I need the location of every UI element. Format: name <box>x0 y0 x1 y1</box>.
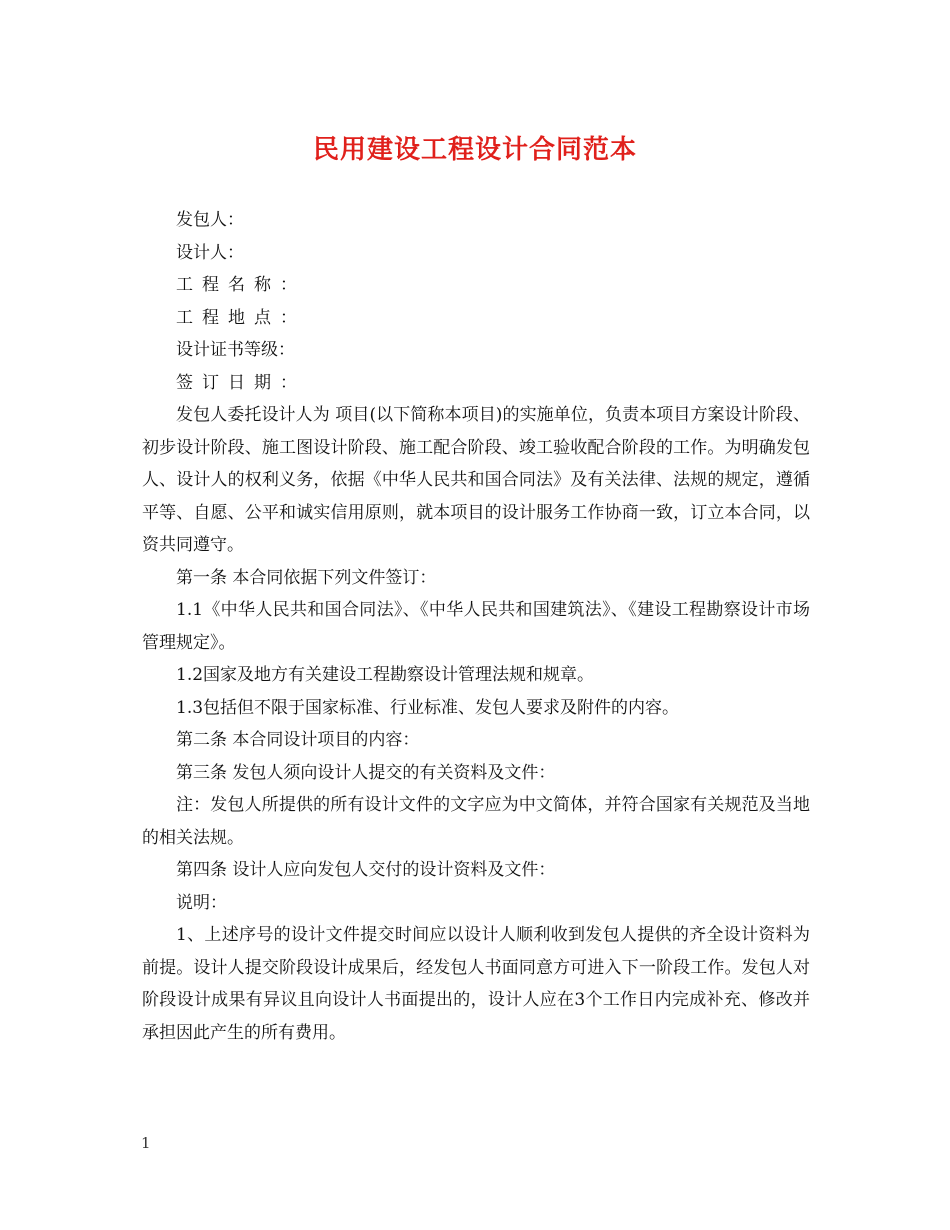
page-number: 1 <box>141 1134 151 1152</box>
document-title: 民用建设工程设计合同范本 <box>312 135 637 165</box>
article-2-heading: 第二条 本合同设计项目的内容： <box>176 730 420 750</box>
document-body <box>142 204 810 1049</box>
article-3-heading: 第三条 发包人须向设计人提交的有关资料及文件： <box>176 762 556 783</box>
field-client: 发包人： <box>176 210 244 230</box>
field-project-location: 工程地点： <box>176 307 306 328</box>
clause-1-3: 1.3包括但不限于国家标准、行业标准、发包人要求及附件的内容。 <box>176 697 680 718</box>
paragraph-preamble: 发包人委托设计人为 项目(以下简称本项目)的实施单位，负责本项目方案设计阶段、初步设计阶段、施工图设计阶段、施工配合阶段、竣工验收配合阶段的工作。为明确发包人、设计人的权利义务，依据《中华人民共和国合同法》及有关法律、法规的规定，遵循平等、自愿、公平和诚实信用原则，就本项目的设计服务工作协商一致，订立本合同，以资共同遵守。 <box>142 405 810 555</box>
clause-1-1: 1.1《中华人民共和国合同法》、《中华人民共和国建筑法》、《建设工程勘察设计市场管理规定》。 <box>142 600 810 653</box>
article-3-note: 注：发包人所提供的所有设计文件的文字应为中文简体，并符合国家有关规范及当地的相关法规。 <box>142 795 810 848</box>
field-certificate-grade: 设计证书等级： <box>176 340 295 360</box>
explanation-heading: 说明： <box>176 892 227 913</box>
field-project-name: 工程名称： <box>176 275 306 295</box>
field-designer: 设计人： <box>176 242 244 263</box>
explanation-item-1: 1、上述序号的设计文件提交时间应以设计人顺利收到发包人提供的齐全设计资料为前提。设计人提交阶段设计成果后，经发包人书面同意方可进入下一阶段工作。发包人对阶段设计成果有异议且向设计人书面提出的，设计人应在3个工作日内完成补充、修改并承担因此产生的所有费用。 <box>142 925 810 1043</box>
article-1-heading: 第一条 本合同依据下列文件签订： <box>176 567 437 588</box>
clause-1-2: 1.2国家及地方有关建设工程勘察设计管理法规和规章。 <box>176 665 595 685</box>
field-signing-date: 签订日期： <box>176 372 306 393</box>
article-4-heading: 第四条 设计人应向发包人交付的设计资料及文件： <box>176 860 556 880</box>
